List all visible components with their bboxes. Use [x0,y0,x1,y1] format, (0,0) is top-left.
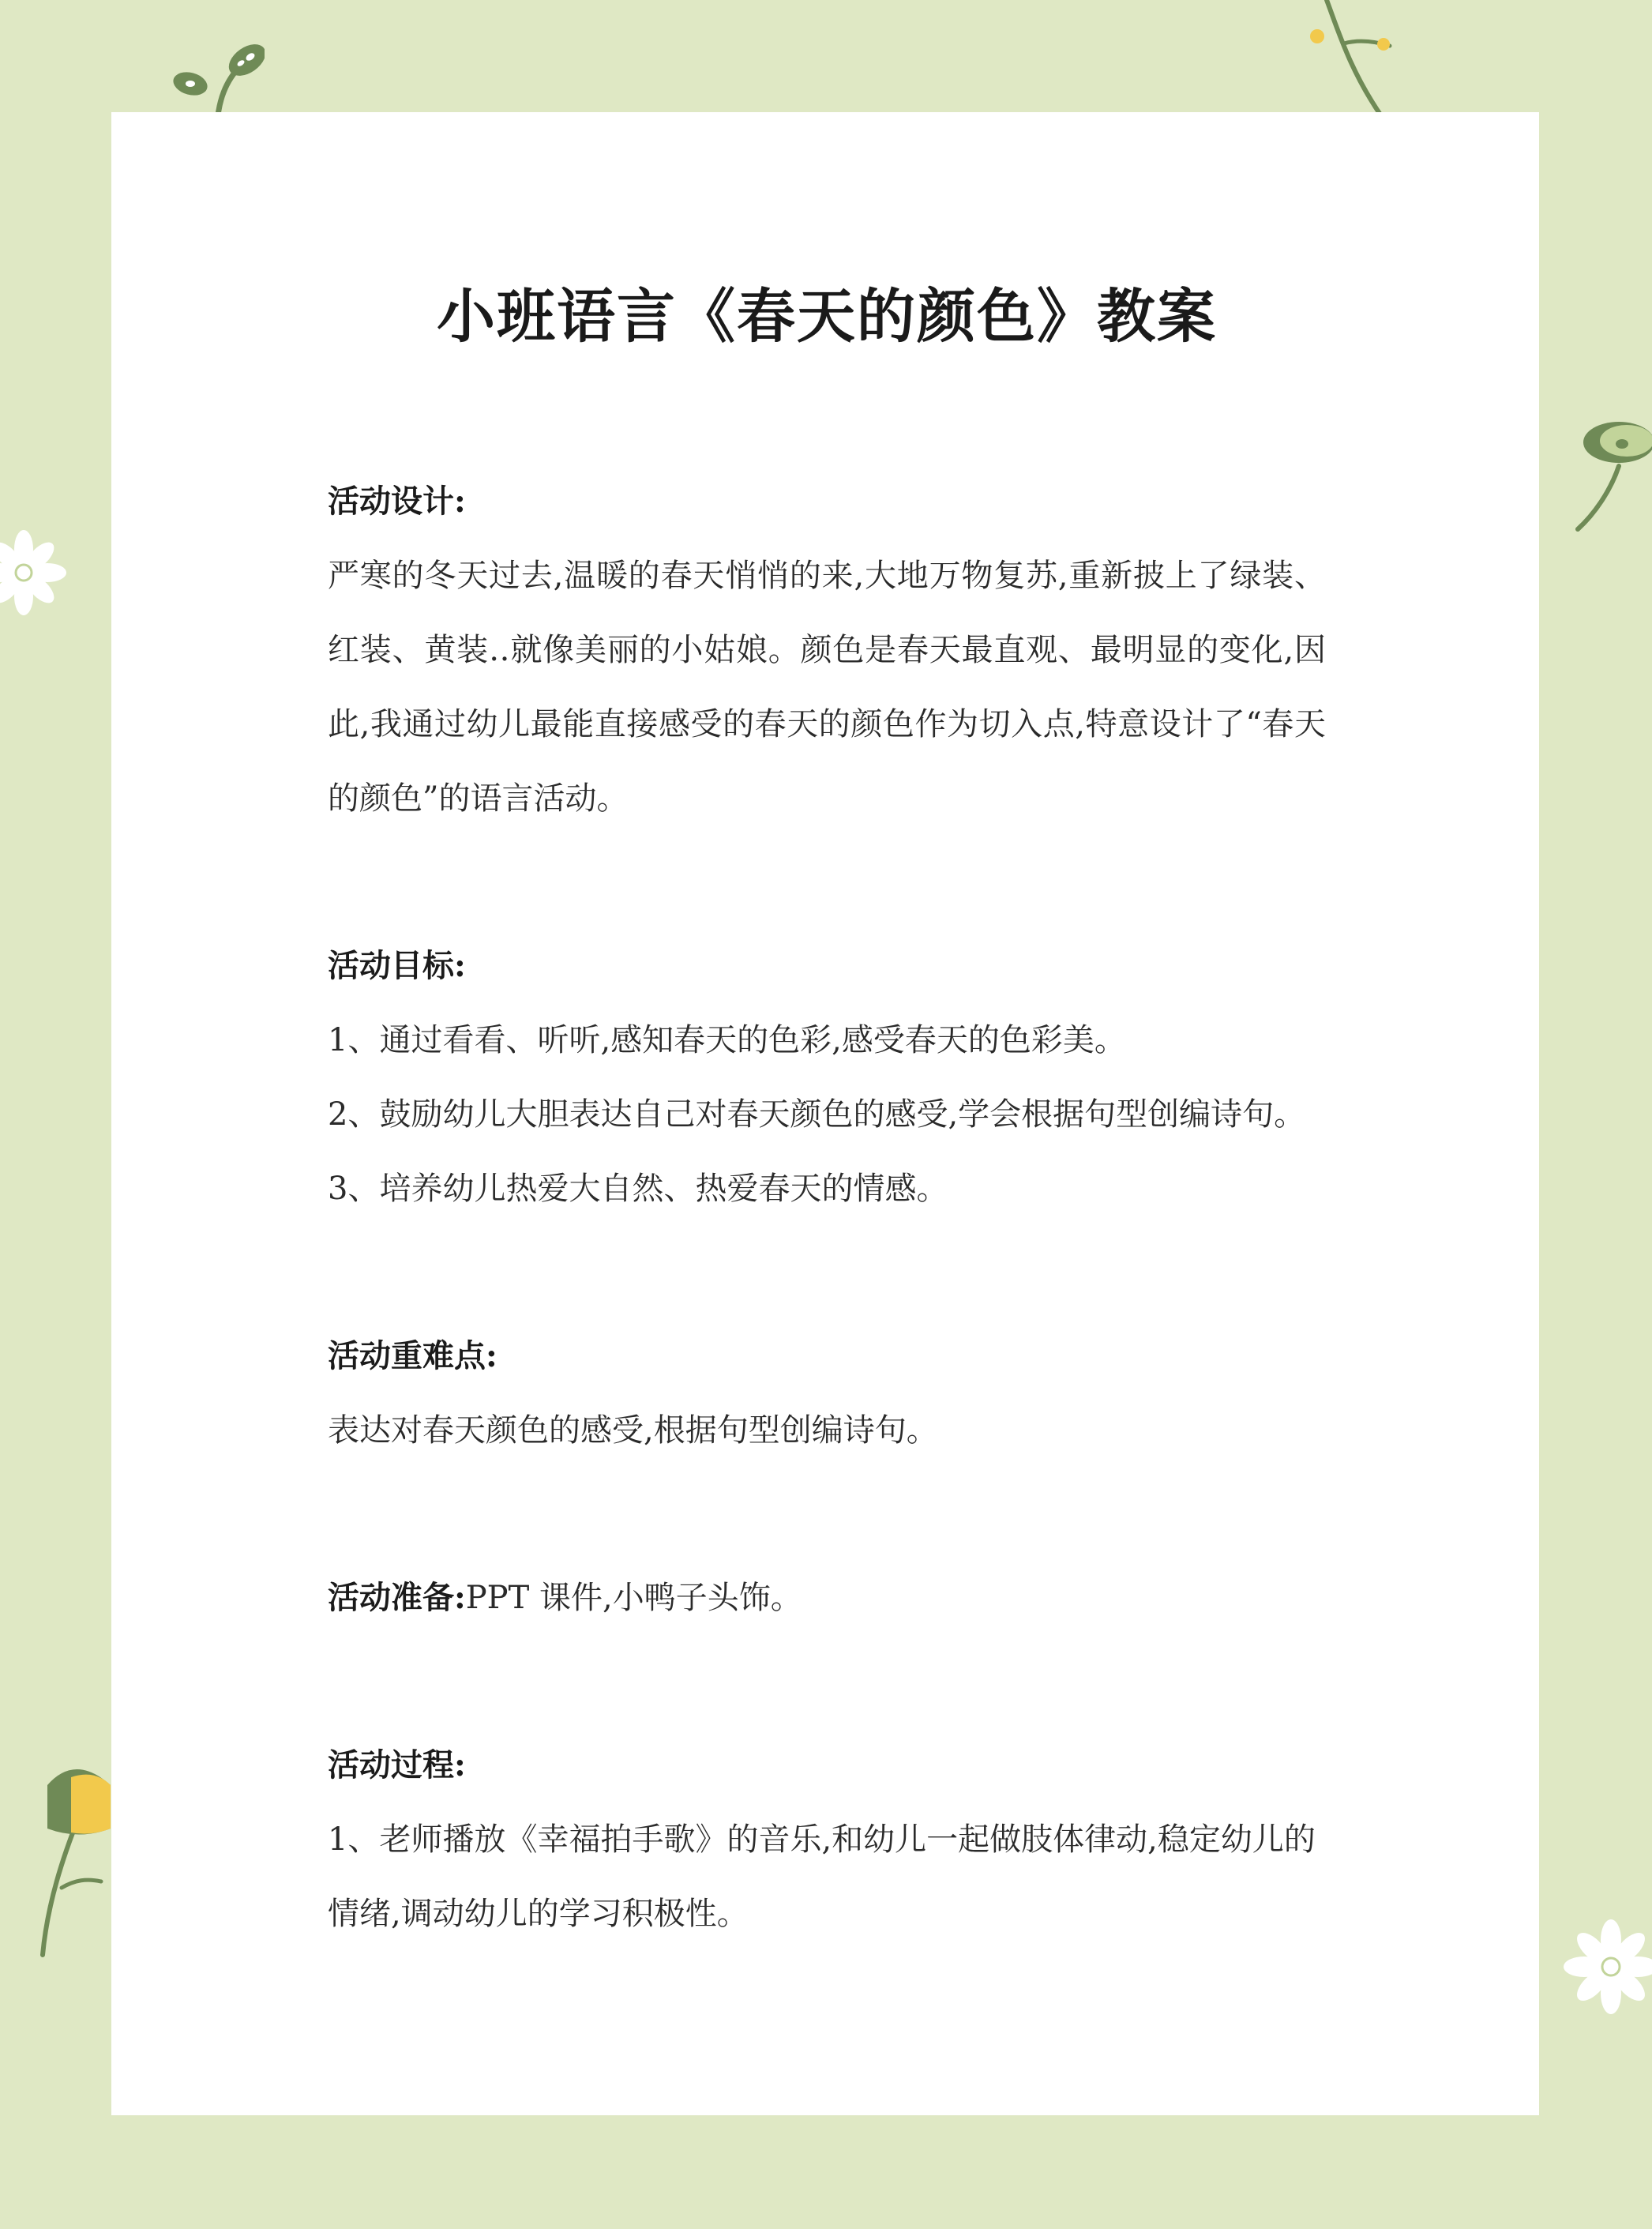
bell-flower-icon [32,1754,118,1959]
daisy-icon [1564,1911,1652,2022]
page-title: 小班语言《春天的颜色》教案 [437,283,1217,351]
section-goals [328,929,1326,1226]
list-item: 1、老师播放《幸福拍手歌》的音乐,和幼儿一起做肢体律动,稳定幼儿的情绪,调动幼儿的学习积极性。 [328,1821,1316,1932]
section-heading: 活动目标: [328,947,466,984]
section-text: 表达对春天颜色的感受,根据句型创编诗句。 [328,1412,938,1449]
branch-icon [1295,0,1406,118]
daisy-icon [0,521,71,624]
section-text: 严寒的冬天过去,温暖的春天悄悄的来,大地万物复苏,重新披上了绿装、红装、黄装‥就像美丽的小姑娘。颜色是春天最直观、最明显的变化,因此,我通过幼儿最能直接感受的春天的颜色作为切入点,特意设计了“春天的颜色”的语言活动。 [328,558,1326,817]
preparation-line [328,1561,1326,1635]
section-text: PPT 课件,小鸭子头饰。 [465,1580,802,1616]
document-page [111,112,1539,2115]
section-preparation [328,1561,1326,1635]
list-item: 3、培养幼儿热爱大自然、热爱春天的情感。 [328,1171,948,1207]
section-heading: 活动设计: [328,483,466,520]
section-heading: 活动过程: [328,1746,466,1784]
section-key-points [328,1319,1326,1468]
list-item: 1、通过看看、听听,感知春天的色彩,感受春天的色彩美。 [328,1022,1126,1058]
section-process [328,1728,1326,1951]
section-design [328,464,1326,836]
list-item: 2、鼓励幼儿大胆表达自己对春天颜色的感受,学会根据句型创编诗句。 [328,1096,1306,1133]
leaf-flower-icon [1571,403,1652,537]
section-heading: 活动准备: [328,1579,466,1616]
section-heading: 活动重难点: [328,1337,497,1374]
